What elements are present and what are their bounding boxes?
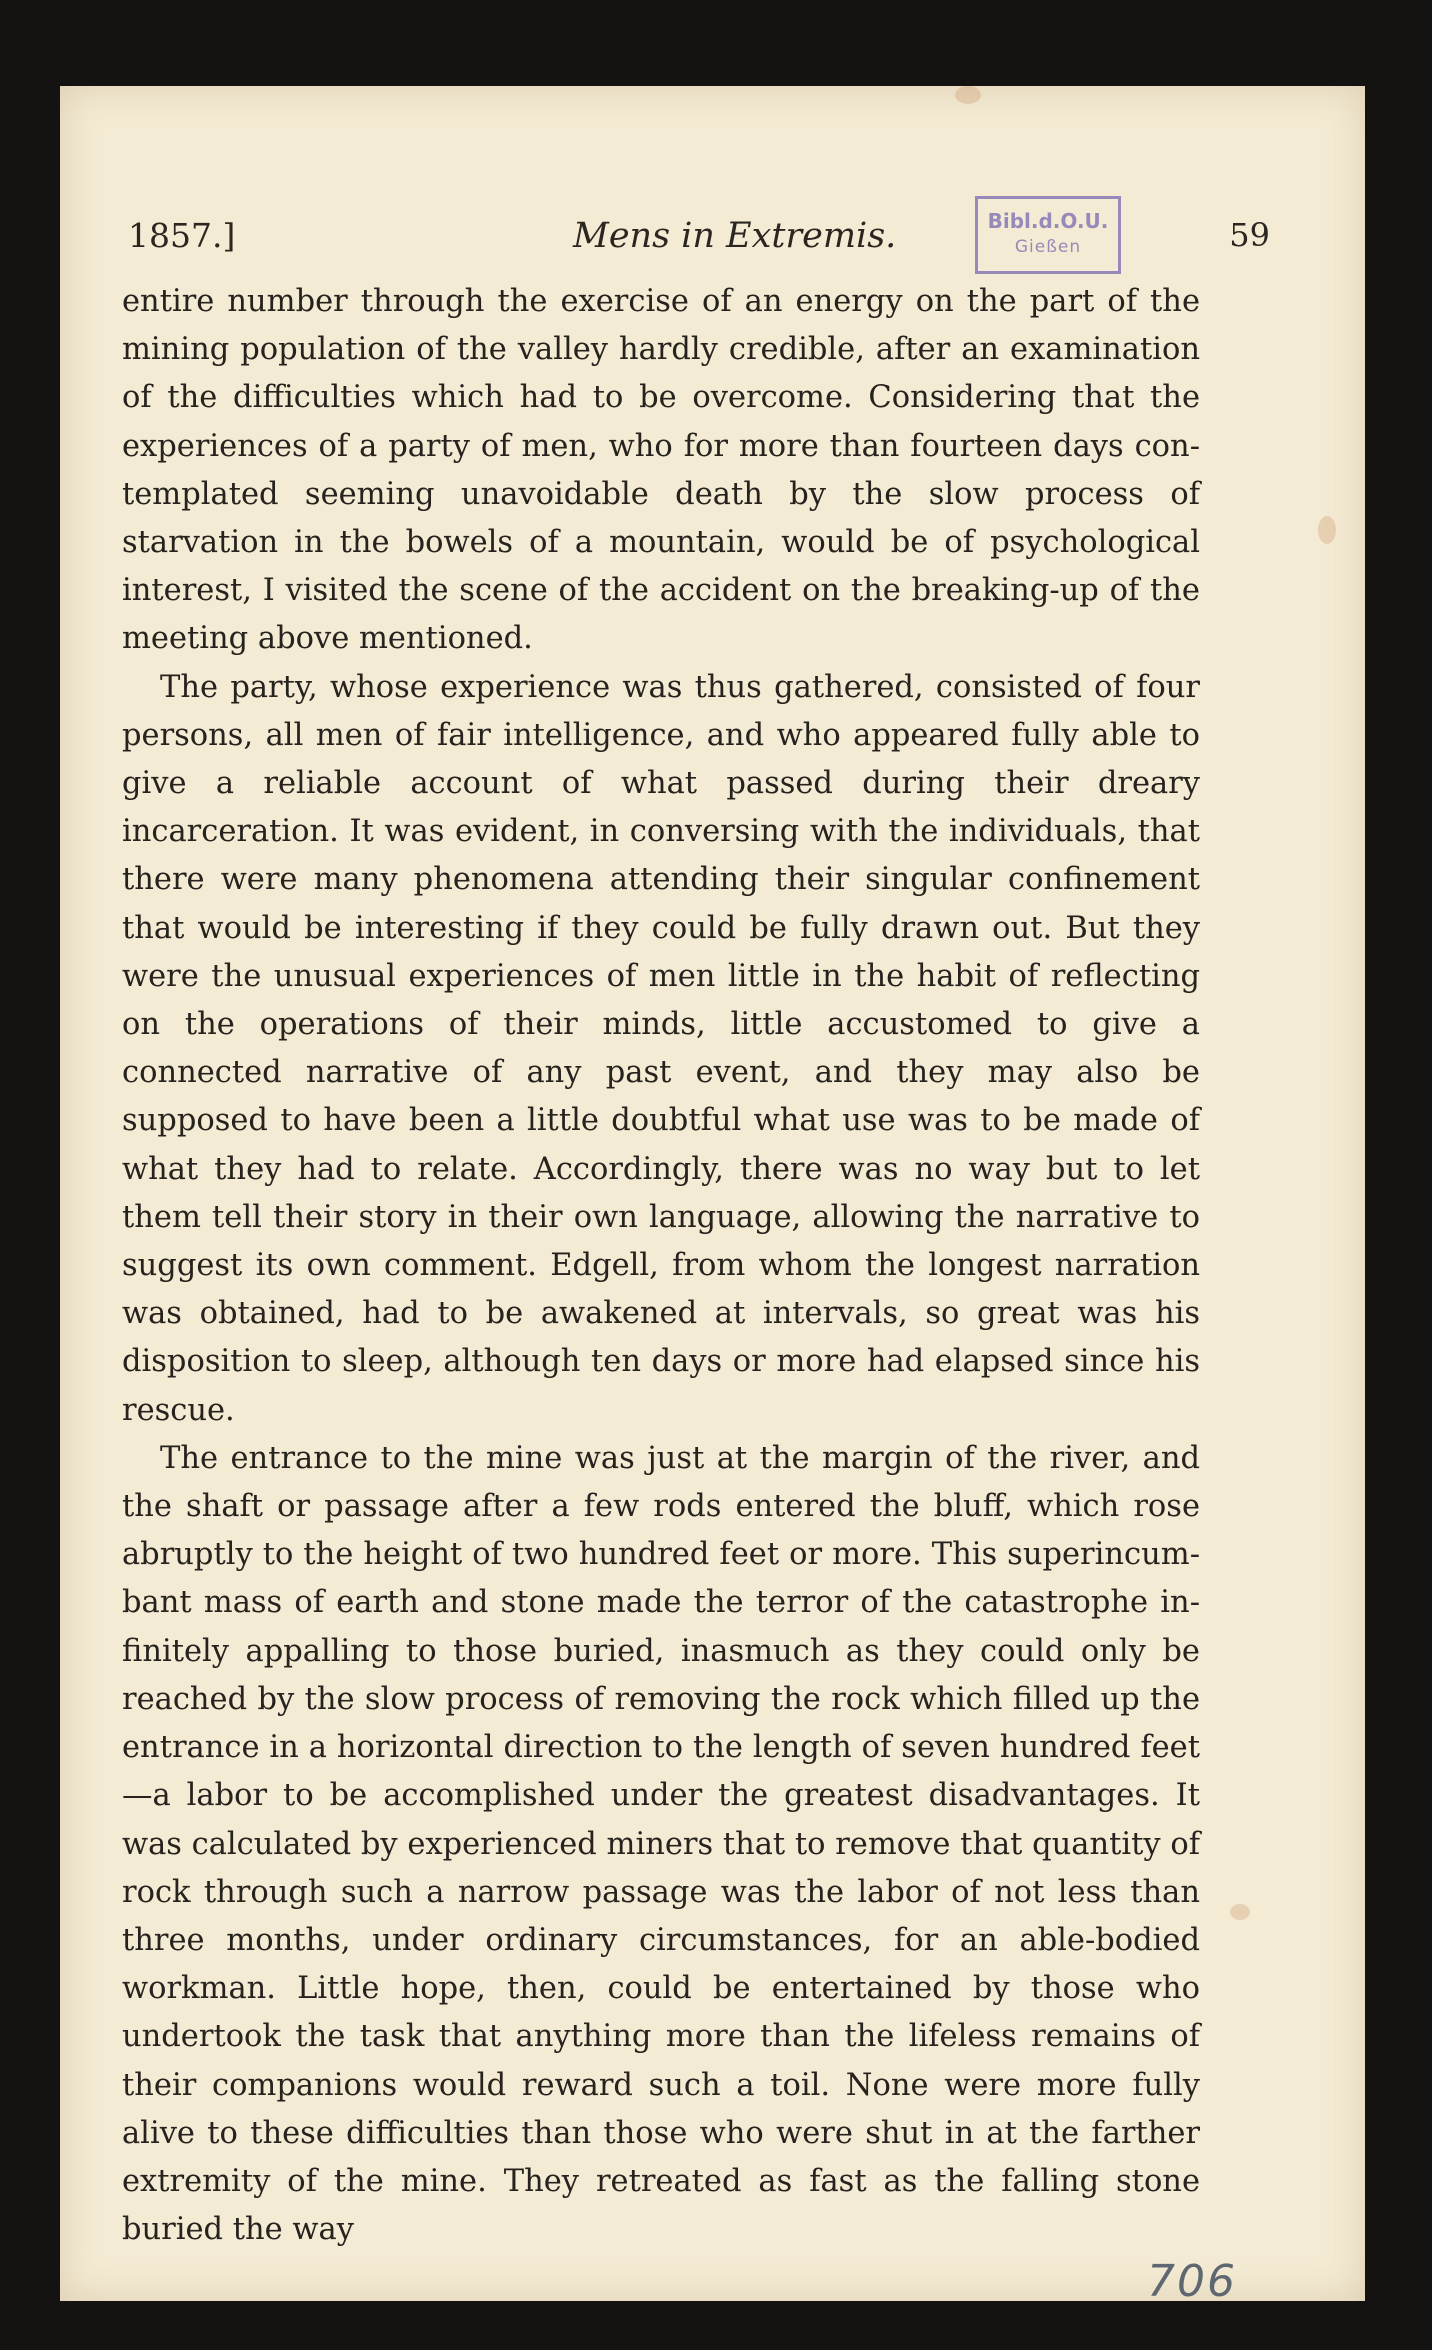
- stamp-line-2: Gießen: [1014, 237, 1082, 257]
- foxing-spot: [955, 86, 981, 104]
- library-stamp: [975, 196, 1121, 274]
- running-header: [128, 208, 1270, 268]
- running-title: Mens in Extremis.: [573, 216, 897, 256]
- paragraph: entire number through the exercise of an energy on the part of the mining population of the valley hardly credible, after an examination of the difficulties which had to be overcome. Considering that the experiences of a party of men, who for more than fourteen days contemplated seeming unavoidable death by the slow process of starvation in the bowels of a mountain, would be of psychological interest, I visited the scene of the accident on the breaking-up of the meeting above mentioned.: [122, 284, 1200, 657]
- body-text: [122, 278, 1200, 2254]
- handwritten-annotation: 706: [1147, 2256, 1237, 2307]
- foxing-spot: [1230, 1904, 1250, 1920]
- document-page: [60, 86, 1365, 2307]
- stamp-line-1: Bibl.d.O.U.: [987, 209, 1109, 233]
- foxing-spot: [1318, 516, 1336, 544]
- page-number: 59: [1229, 216, 1270, 254]
- paragraph: The party, whose experience was thus gathered, consisted of four persons, all men of fair intelligence, and who appeared fully able to give a reliable account of what passed during their dreary incarceration. It was evident, in conversing with the individuals, that there were many phenomena attending their singular confinement that would be interesting if they could be fully drawn out. But they were the unusual experiences of men little in the habit of reflecting on the operations of their minds, little accustomed to give a connected narrative of any past event, and they may also be supposed to have been a little doubtful what use was to be made of what they had to relate. Accordingly, there was no way but to let them tell their story in their own language, allowing the narrative to suggest its own comment. Edgell, from whom the longest narration was obtained, had to be awakened at intervals, so great was his disposition to sleep, although ten days or more had elapsed since his rescue.: [122, 669, 1200, 1428]
- header-year: 1857.]: [128, 216, 236, 255]
- paragraph: The entrance to the mine was just at the margin of the river, and the shaft or passage after a few rods entered the bluff, which rose abruptly to the height of two hundred feet or more. This superincumbant mass of earth and stone made the terror of the catastrophe infinitely appalling to those buried, inasmuch as they could only be reached by the slow process of removing the rock which filled up the entrance in a horizontal direction to the length of seven hundred feet—a labor to be accomplished under the greatest disadvantages. It was calculated by experienced miners that to remove that quantity of rock through such a narrow passage was the labor of not less than three months, under ordinary circumstances, for an able-bodied workman. Little hope, then, could be entertained by those who undertook the task that anything more than the lifeless remains of their companions would reward such a toil. None were more fully alive to these difficulties than those who were shut in at the farther extremity of the mine. They retreated as fast as the falling stone buried the way: [122, 1440, 1200, 2248]
